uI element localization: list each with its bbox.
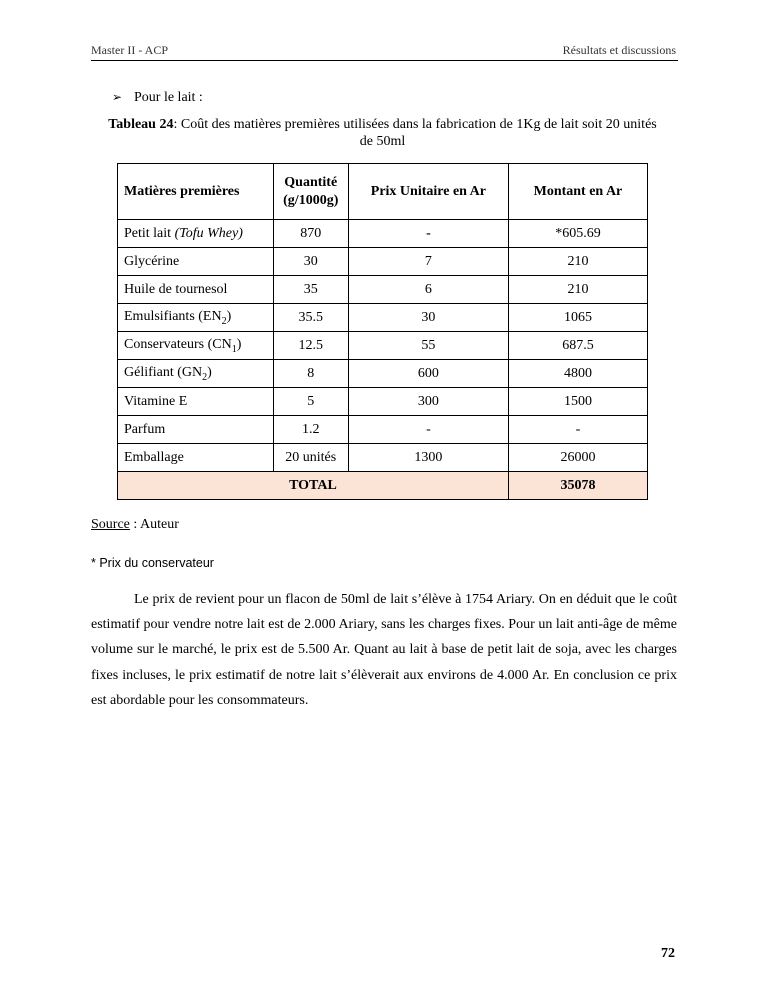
unit-price-cell: 55 bbox=[348, 332, 508, 360]
amount-cell: 210 bbox=[508, 248, 647, 276]
unit-price-cell: 30 bbox=[348, 304, 508, 332]
quantity-cell: 12.5 bbox=[273, 332, 348, 360]
unit-price-cell: 7 bbox=[348, 248, 508, 276]
quantity-cell: 8 bbox=[273, 360, 348, 388]
header-cell: Montant en Ar bbox=[508, 164, 647, 220]
total-value: 35078 bbox=[508, 472, 647, 500]
header-qty-line1: Quantité bbox=[284, 174, 338, 190]
material-name-cell: Huile de tournesol bbox=[118, 276, 274, 304]
arrow-bullet-icon: ➢ bbox=[112, 90, 123, 104]
table-row bbox=[118, 304, 648, 332]
table-row bbox=[118, 248, 648, 276]
unit-price-cell: - bbox=[348, 220, 508, 248]
page-header bbox=[91, 42, 678, 61]
material-name-cell: Parfum bbox=[118, 416, 274, 444]
amount-cell: - bbox=[508, 416, 647, 444]
unit-price-cell: 1300 bbox=[348, 444, 508, 472]
table-row bbox=[118, 360, 648, 388]
amount-cell: 1500 bbox=[508, 388, 647, 416]
quantity-cell: 30 bbox=[273, 248, 348, 276]
table-header-row bbox=[118, 164, 648, 220]
material-name-cell: Emballage bbox=[118, 444, 274, 472]
amount-cell: *605.69 bbox=[508, 220, 647, 248]
cost-table bbox=[117, 163, 648, 500]
caption-text: : Coût des matières premières utilisées dans la fabrication de 1Kg de lait soit 20 unités de 50ml bbox=[173, 117, 657, 149]
page-number: 72 bbox=[661, 946, 675, 961]
table-row bbox=[118, 276, 648, 304]
bullet-text: Pour le lait : bbox=[134, 90, 203, 105]
material-name-cell: Vitamine E bbox=[118, 388, 274, 416]
header-right: Résultats et discussions bbox=[562, 43, 676, 57]
table-row bbox=[118, 220, 648, 248]
quantity-cell: 20 unités bbox=[273, 444, 348, 472]
total-row bbox=[118, 472, 648, 500]
quantity-cell: 870 bbox=[273, 220, 348, 248]
unit-price-cell: - bbox=[348, 416, 508, 444]
bullet-item bbox=[112, 90, 203, 106]
material-name-cell: Gélifiant $(GN_2)$ bbox=[118, 360, 274, 388]
table-row bbox=[118, 444, 648, 472]
header-left: Master II - ACP bbox=[91, 43, 168, 57]
source-text: : Auteur bbox=[129, 517, 179, 532]
unit-price-cell: 600 bbox=[348, 360, 508, 388]
table-caption bbox=[100, 116, 665, 150]
material-name-cell: Emulsifiants $(EN_2)$ bbox=[118, 304, 274, 332]
quantity-cell: 1.2 bbox=[273, 416, 348, 444]
unit-price-cell: 6 bbox=[348, 276, 508, 304]
caption-label: Tableau 24 bbox=[108, 117, 174, 132]
table-row bbox=[118, 416, 648, 444]
material-name-cell: Petit lait (Tofu Whey) bbox=[118, 220, 274, 248]
body-paragraph: Le prix de revient pour un flacon de 50ml de lait s’élève à 1754 Ariary. On en déduit que le coût estimatif pour vendre notre lait est de 2.000 Ariary, sans les charges fixes. Pour un lait anti-âge de même volume sur le marché, le prix est de 5.500 Ar. Quant au lait à base de petit lait de soja, avec les charges fixes incluses, le prix estimatif de notre lait s’élèverait aux environs de 4.000 Ar. En conclusion ce prix est abordable pour les consommateurs. bbox=[91, 592, 677, 708]
table-row bbox=[118, 388, 648, 416]
quantity-cell: 5 bbox=[273, 388, 348, 416]
material-name-cell: Conservateurs $(CN_1)$ bbox=[118, 332, 274, 360]
header-cell: Prix Unitaire en Ar bbox=[348, 164, 508, 220]
amount-cell: 210 bbox=[508, 276, 647, 304]
table-row bbox=[118, 332, 648, 360]
header-cell: Matières premières bbox=[118, 164, 274, 220]
amount-cell: 1065 bbox=[508, 304, 647, 332]
unit-price-cell: 300 bbox=[348, 388, 508, 416]
total-label: TOTAL bbox=[118, 472, 509, 500]
header-cell bbox=[273, 164, 348, 220]
header-qty-line2: (g/1000g) bbox=[283, 192, 339, 208]
footnote: * Prix du conservateur bbox=[91, 556, 214, 570]
amount-cell: 4800 bbox=[508, 360, 647, 388]
amount-cell: 687.5 bbox=[508, 332, 647, 360]
source-label: Source bbox=[91, 517, 130, 532]
quantity-cell: 35 bbox=[273, 276, 348, 304]
material-name-cell: Glycérine bbox=[118, 248, 274, 276]
quantity-cell: 35.5 bbox=[273, 304, 348, 332]
source-line bbox=[91, 517, 179, 533]
amount-cell: 26000 bbox=[508, 444, 647, 472]
